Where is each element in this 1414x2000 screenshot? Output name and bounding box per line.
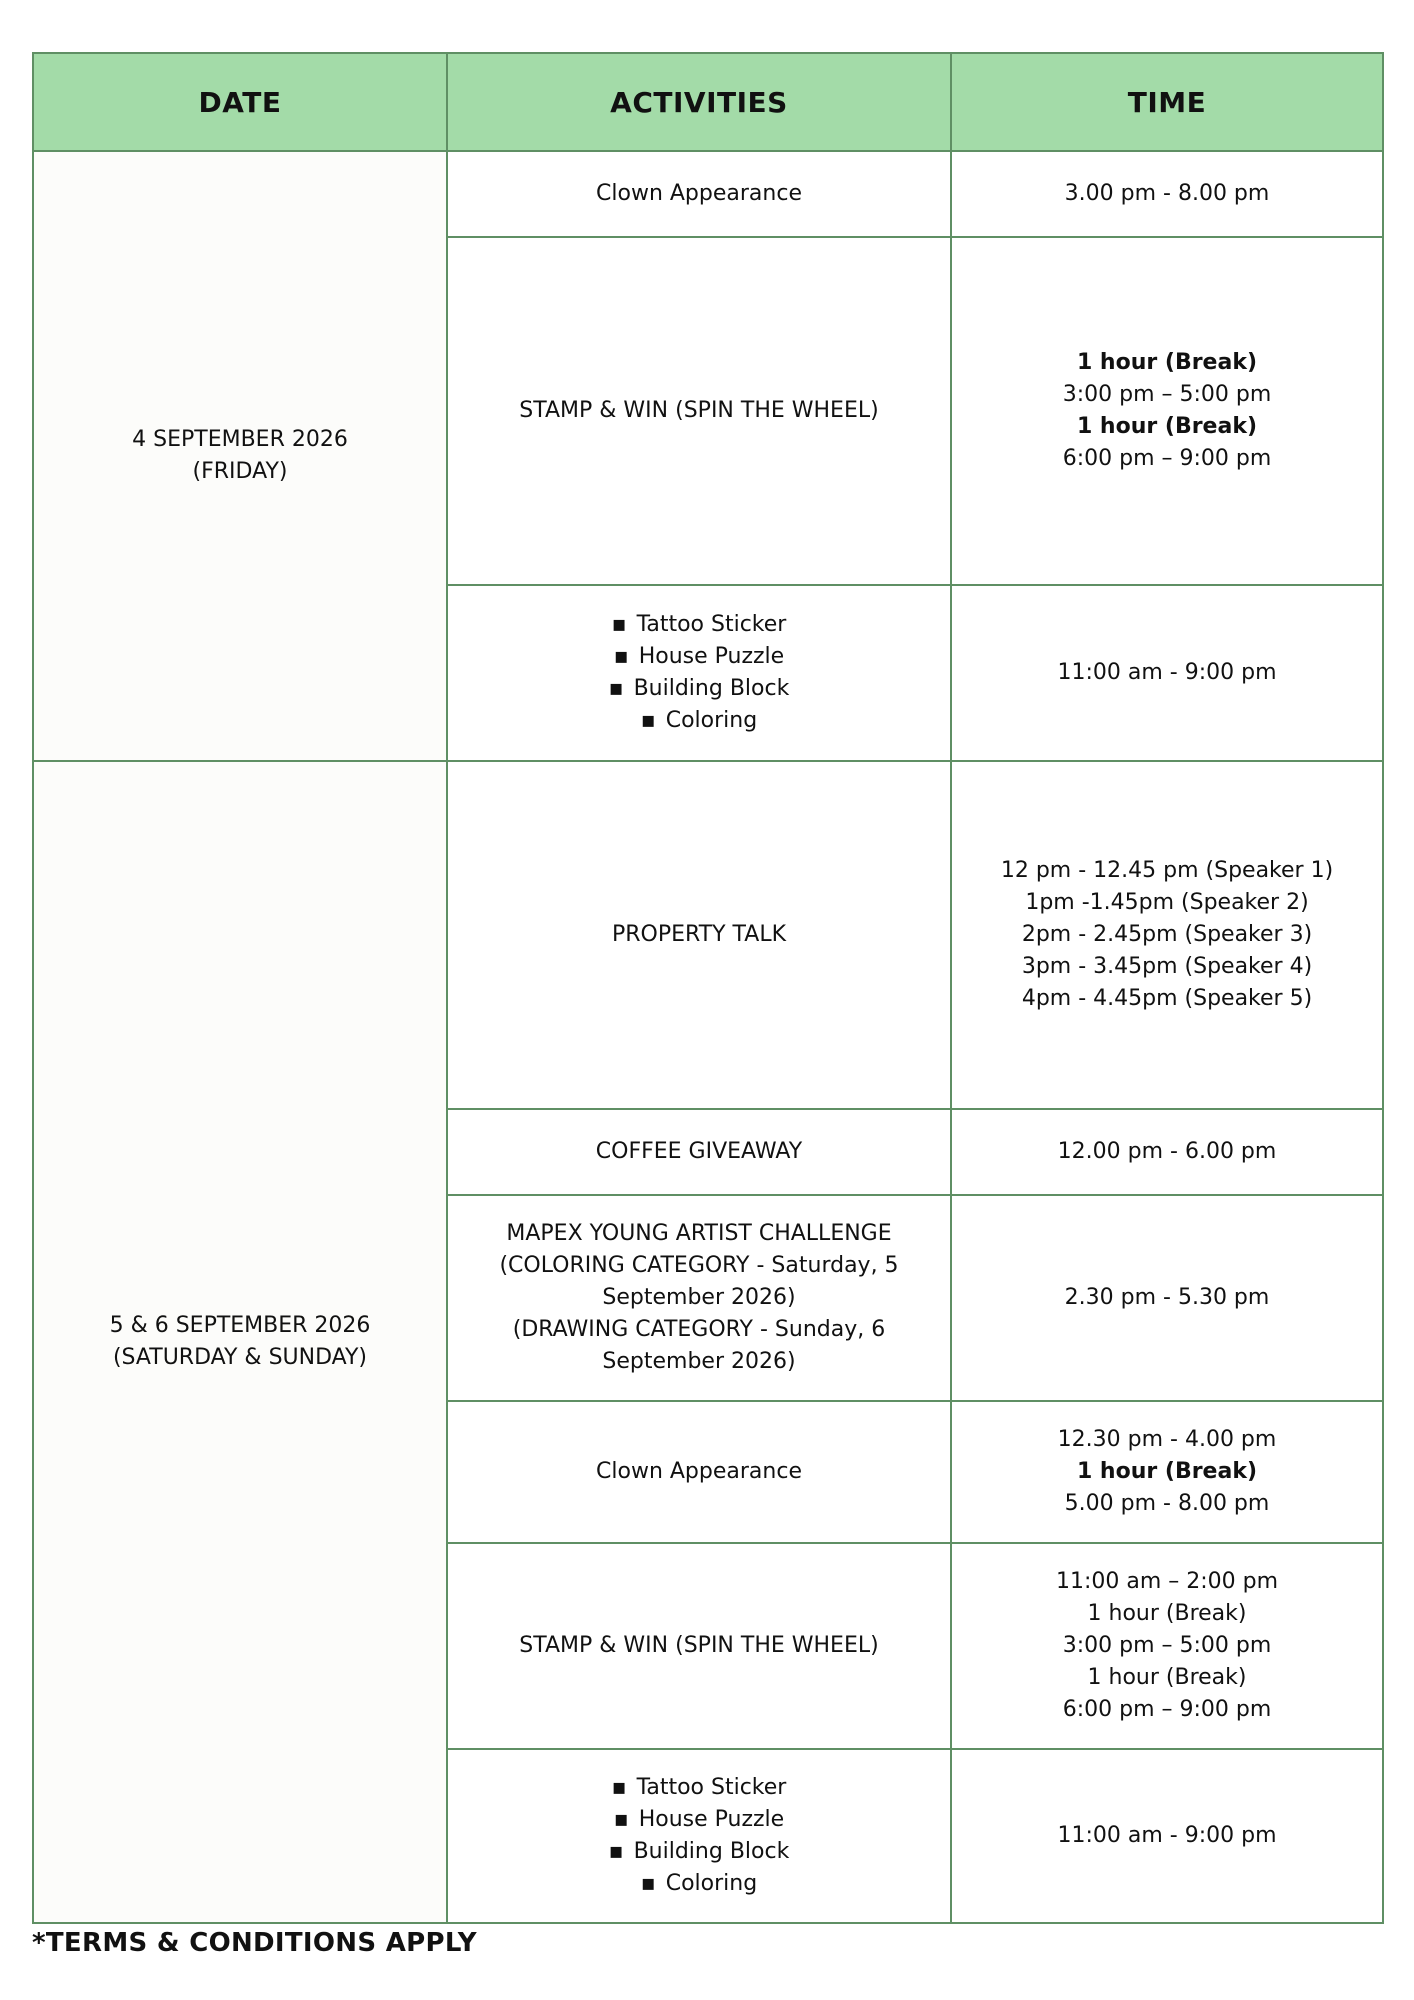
- table-row: [33, 761, 1383, 1109]
- time-line: 12.30 pm - 4.00 pm: [1057, 1427, 1277, 1452]
- table-row: [33, 151, 1383, 237]
- mapex-title: MAPEX YOUNG ARTIST CHALLENGE: [506, 1221, 892, 1246]
- activity-cell: PROPERTY TALK: [447, 761, 951, 1109]
- time-line: 5.00 pm - 8.00 pm: [1064, 1491, 1270, 1516]
- list-item: ▪ House Puzzle: [460, 641, 938, 673]
- list-item: ▪ House Puzzle: [460, 1804, 938, 1836]
- list-item: ▪ Building Block: [460, 1836, 938, 1868]
- day-text: (SATURDAY & SUNDAY): [112, 1345, 368, 1370]
- activity-cell: STAMP & WIN (SPIN THE WHEEL): [447, 237, 951, 585]
- time-line: 12 pm - 12.45 pm (Speaker 1): [1000, 858, 1334, 883]
- time-cell: [951, 761, 1383, 1109]
- activity-cell: COFFEE GIVEAWAY: [447, 1109, 951, 1195]
- activity-cell: STAMP & WIN (SPIN THE WHEEL): [447, 1543, 951, 1749]
- list-item: ▪ Coloring: [460, 705, 938, 737]
- mapex-drawing-category: (DRAWING CATEGORY - Sunday, 6 September 2026): [512, 1317, 886, 1374]
- date-cell-weekend: [33, 761, 447, 1923]
- activity-cell: [447, 1195, 951, 1401]
- activity-list: [460, 1772, 938, 1900]
- list-item: ▪ Coloring: [460, 1868, 938, 1900]
- time-cell: 12.00 pm - 6.00 pm: [951, 1109, 1383, 1195]
- time-cell: 3.00 pm - 8.00 pm: [951, 151, 1383, 237]
- header-activities: ACTIVITIES: [447, 53, 951, 151]
- time-cell: [951, 1401, 1383, 1543]
- time-line: 1 hour (Break): [1076, 414, 1258, 439]
- time-line: 3pm - 3.45pm (Speaker 4): [1021, 954, 1313, 979]
- time-cell: 11:00 am - 9:00 pm: [951, 585, 1383, 761]
- time-line: 6:00 pm – 9:00 pm: [1062, 1697, 1272, 1722]
- date-text: 4 SEPTEMBER 2026: [132, 427, 348, 452]
- day-text: (FRIDAY): [192, 459, 288, 484]
- time-cell: [951, 237, 1383, 585]
- time-line: 6:00 pm – 9:00 pm: [1062, 446, 1272, 471]
- time-cell: [951, 1543, 1383, 1749]
- time-line: 1 hour (Break): [1076, 1459, 1258, 1484]
- time-line: 3:00 pm – 5:00 pm: [1062, 382, 1272, 407]
- event-schedule-table: [32, 52, 1384, 1924]
- activity-cell: [447, 1749, 951, 1923]
- header-time: TIME: [951, 53, 1383, 151]
- activity-cell: Clown Appearance: [447, 1401, 951, 1543]
- time-line: 1 hour (Break): [1087, 1601, 1247, 1626]
- date-cell-friday: [33, 151, 447, 761]
- list-item: ▪ Tattoo Sticker: [460, 1772, 938, 1804]
- time-line: 2pm - 2.45pm (Speaker 3): [1021, 922, 1313, 947]
- time-line: 1pm -1.45pm (Speaker 2): [1025, 890, 1309, 915]
- time-cell: 2.30 pm - 5.30 pm: [951, 1195, 1383, 1401]
- header-date: DATE: [33, 53, 447, 151]
- activity-cell: Clown Appearance: [447, 151, 951, 237]
- activity-cell: [447, 585, 951, 761]
- list-item: ▪ Building Block: [460, 673, 938, 705]
- time-cell: 11:00 am - 9:00 pm: [951, 1749, 1383, 1923]
- header-row: [33, 53, 1383, 151]
- mapex-coloring-category: (COLORING CATEGORY - Saturday, 5 September 2026): [499, 1253, 899, 1310]
- time-line: 4pm - 4.45pm (Speaker 5): [1021, 986, 1313, 1011]
- time-line: 1 hour (Break): [1076, 350, 1258, 375]
- activity-list: [460, 609, 938, 737]
- time-line: 11:00 am – 2:00 pm: [1055, 1569, 1279, 1594]
- terms-footnote: *TERMS & CONDITIONS APPLY: [32, 1928, 477, 1958]
- list-item: ▪ Tattoo Sticker: [460, 609, 938, 641]
- time-line: 3:00 pm – 5:00 pm: [1062, 1633, 1272, 1658]
- time-line: 1 hour (Break): [1087, 1665, 1247, 1690]
- date-text: 5 & 6 SEPTEMBER 2026: [109, 1313, 371, 1338]
